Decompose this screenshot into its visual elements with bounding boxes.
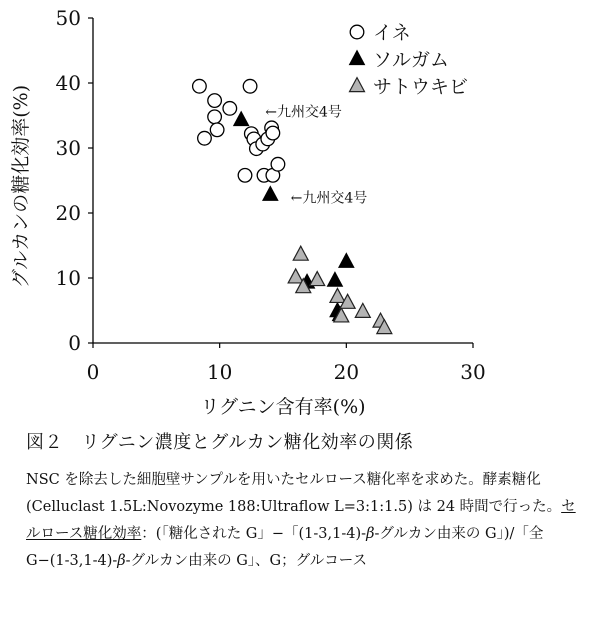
point-rice [198, 131, 212, 145]
y-axis-label: グルカンの糖化効率(%) [10, 84, 32, 289]
note-beta-2: β [117, 553, 126, 569]
x-tick-label: 10 [206, 360, 233, 384]
x-tick-label: 20 [333, 360, 360, 384]
point-sorghum [234, 112, 249, 126]
y-tick-label: 0 [68, 331, 81, 355]
legend-label: イネ [373, 22, 411, 44]
y-tick-label: 30 [55, 136, 81, 160]
figure-caption: 図２ リグニン濃度とグルカン糖化効率の関係 [26, 432, 414, 453]
x-axis-label: リグニン含有率(%) [200, 396, 366, 418]
point-rice [193, 79, 207, 93]
y-tick-label: 50 [55, 6, 81, 30]
annotation-label: ←九州交4号 [265, 104, 342, 121]
point-rice [238, 169, 252, 183]
y-tick-label: 40 [55, 71, 81, 95]
annotation-label: ←九州交4号 [290, 190, 368, 207]
point-sorghum [327, 272, 342, 286]
point-sugarcane [355, 303, 370, 317]
note-text-1: NSC を除去した細胞壁サンプルを用いたセルロース糖化率を求めた。酵素糖化 (Celluclast 1.5L:Novozyme 188:Ultraflow L=3:1:1.5) は 24 時間で行った。 [26, 472, 562, 515]
note-text-4: -グルカン由来の G」、G；グルコース [125, 553, 367, 569]
point-sugarcane [330, 288, 345, 302]
legend-label: サトウキビ [373, 76, 469, 98]
point-sugarcane [293, 246, 308, 260]
point-sorghum [263, 186, 278, 200]
point-sorghum [339, 253, 354, 267]
point-rice [208, 110, 222, 124]
legend-label: ソルガム [373, 49, 450, 71]
x-tick-label: 0 [86, 360, 100, 384]
point-rice [243, 79, 257, 93]
legend-marker [350, 25, 364, 39]
legend-marker [350, 51, 365, 65]
figure-note [26, 467, 576, 575]
note-text-3: -グルカン由来の G」)/「全 G−(1-3,1-4)- [26, 526, 544, 569]
y-tick-label: 10 [55, 266, 81, 290]
point-rice [223, 102, 237, 116]
note-underlined-term: セルロース糖化効率 [26, 499, 576, 542]
y-tick-label: 20 [55, 201, 81, 225]
x-tick-label: 30 [460, 360, 486, 384]
point-rice [208, 94, 222, 108]
point-rice [266, 126, 280, 140]
note-text-2: ：(「糖化された G」−「(1-3,1-4)- [141, 526, 367, 542]
point-sugarcane [288, 269, 303, 283]
legend-marker [350, 78, 365, 92]
point-rice [210, 123, 224, 137]
note-beta-1: β [366, 526, 375, 542]
point-sugarcane [310, 272, 325, 286]
point-rice [271, 157, 285, 171]
